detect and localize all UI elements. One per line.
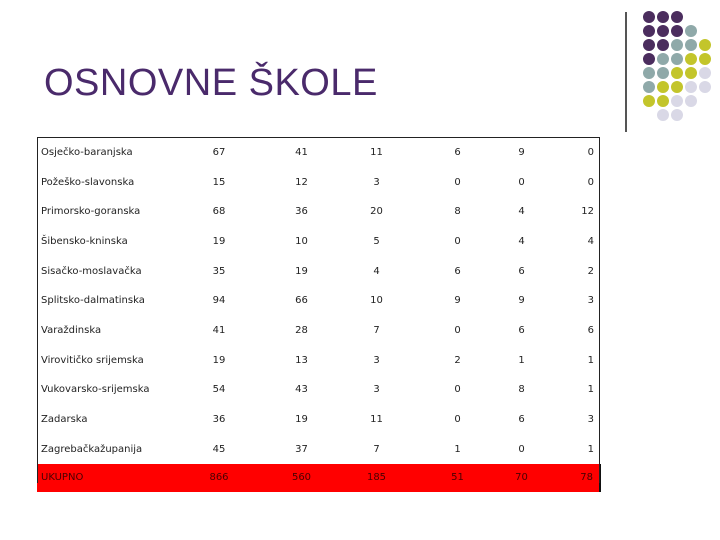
value-cell-4: 8	[424, 197, 491, 227]
value-cell-3: 3	[329, 167, 424, 197]
value-cell-4: 0	[424, 167, 491, 197]
decor-dot	[671, 67, 683, 79]
value-cell-6: 2	[552, 256, 600, 286]
county-name-cell: Primorsko-goranska	[37, 197, 164, 227]
value-cell-5: 8	[491, 375, 552, 405]
value-cell-6: 0	[552, 138, 600, 168]
county-name-cell: Splitsko-dalmatinska	[37, 286, 164, 316]
decor-dot	[685, 53, 697, 65]
county-name-cell: Varaždinska	[37, 316, 164, 346]
value-cell-3: 3	[329, 375, 424, 405]
table-total-row	[37, 464, 600, 493]
decor-dot	[643, 67, 655, 79]
decor-dot	[657, 25, 669, 37]
decor-dot	[657, 53, 669, 65]
decor-dot	[685, 25, 697, 37]
value-cell-2: 19	[274, 405, 329, 435]
schools-table	[37, 137, 601, 492]
county-name-cell: Požeško-slavonska	[37, 167, 164, 197]
value-cell-1: 15	[164, 167, 274, 197]
value-cell-3: 20	[329, 197, 424, 227]
value-cell-1: 54	[164, 375, 274, 405]
value-cell-6: 3	[552, 405, 600, 435]
value-cell-5: 6	[491, 405, 552, 435]
decorative-vertical-line	[625, 12, 627, 132]
county-name-cell: Zadarska	[37, 405, 164, 435]
value-cell-6: 1	[552, 345, 600, 375]
table-row	[37, 167, 600, 197]
decor-dot	[671, 109, 683, 121]
decor-dot	[671, 39, 683, 51]
value-cell-6: 6	[552, 316, 600, 346]
table-top-border	[37, 137, 600, 138]
value-cell-4: 0	[424, 227, 491, 257]
value-cell-5: 9	[491, 138, 552, 168]
decor-dot	[671, 95, 683, 107]
value-cell-5: 6	[491, 316, 552, 346]
value-cell-5: 1	[491, 345, 552, 375]
value-cell-3: 11	[329, 138, 424, 168]
value-cell-6: 1	[552, 375, 600, 405]
decor-dot	[671, 25, 683, 37]
value-cell-2: 41	[274, 138, 329, 168]
value-cell-1: 19	[164, 227, 274, 257]
value-cell-5: 0	[491, 167, 552, 197]
decor-dot	[685, 95, 697, 107]
value-cell-1: 94	[164, 286, 274, 316]
value-cell-5: 0	[491, 434, 552, 463]
value-cell-5: 4	[491, 197, 552, 227]
table-row	[37, 138, 600, 168]
decor-dot	[657, 81, 669, 93]
value-cell-3: 185	[329, 464, 424, 493]
value-cell-4: 0	[424, 405, 491, 435]
value-cell-4: 2	[424, 345, 491, 375]
value-cell-1: 35	[164, 256, 274, 286]
value-cell-1: 19	[164, 345, 274, 375]
value-cell-2: 36	[274, 197, 329, 227]
value-cell-1: 67	[164, 138, 274, 168]
decor-dot	[643, 53, 655, 65]
value-cell-3: 7	[329, 434, 424, 463]
decor-dot	[685, 81, 697, 93]
decor-dot	[671, 81, 683, 93]
county-name-cell: Vukovarsko-srijemska	[37, 375, 164, 405]
decor-dot	[671, 53, 683, 65]
value-cell-3: 4	[329, 256, 424, 286]
value-cell-2: 13	[274, 345, 329, 375]
value-cell-5: 4	[491, 227, 552, 257]
decor-dot	[685, 67, 697, 79]
value-cell-5: 70	[491, 464, 552, 493]
value-cell-5: 9	[491, 286, 552, 316]
decor-dot	[657, 109, 669, 121]
decor-dot	[643, 39, 655, 51]
decor-dot	[657, 39, 669, 51]
decor-dot	[699, 53, 711, 65]
table-row	[37, 316, 600, 346]
table-row	[37, 227, 600, 257]
table-row	[37, 286, 600, 316]
value-cell-1: 866	[164, 464, 274, 493]
table-left-border	[37, 137, 38, 483]
value-cell-6: 0	[552, 167, 600, 197]
table-row	[37, 375, 600, 405]
value-cell-2: 28	[274, 316, 329, 346]
table-row	[37, 345, 600, 375]
county-name-cell: Sisačko-moslavačka	[37, 256, 164, 286]
decor-dot	[643, 25, 655, 37]
value-cell-2: 66	[274, 286, 329, 316]
value-cell-3: 3	[329, 345, 424, 375]
value-cell-2: 560	[274, 464, 329, 493]
schools-table-body	[37, 138, 600, 493]
county-name-cell: Virovitičko srijemska	[37, 345, 164, 375]
value-cell-6: 3	[552, 286, 600, 316]
value-cell-6: 1	[552, 434, 600, 463]
decor-dot	[643, 81, 655, 93]
value-cell-4: 51	[424, 464, 491, 493]
decor-dot	[671, 11, 683, 23]
table-row	[37, 434, 600, 463]
value-cell-4: 6	[424, 138, 491, 168]
county-name-cell: Zagrebačkažupanija	[37, 434, 164, 463]
decor-dot	[699, 39, 711, 51]
value-cell-2: 43	[274, 375, 329, 405]
decor-dot	[643, 11, 655, 23]
value-cell-6: 4	[552, 227, 600, 257]
county-name-cell: Šibensko-kninska	[37, 227, 164, 257]
value-cell-4: 0	[424, 316, 491, 346]
decor-dot	[657, 11, 669, 23]
decor-dot	[699, 67, 711, 79]
value-cell-1: 45	[164, 434, 274, 463]
county-name-cell: Osječko-baranjska	[37, 138, 164, 168]
decorative-dot-grid	[640, 11, 720, 121]
value-cell-2: 10	[274, 227, 329, 257]
value-cell-4: 0	[424, 375, 491, 405]
value-cell-3: 5	[329, 227, 424, 257]
county-name-cell: UKUPNO	[37, 464, 164, 493]
value-cell-6: 12	[552, 197, 600, 227]
decor-dot	[643, 95, 655, 107]
value-cell-3: 10	[329, 286, 424, 316]
value-cell-5: 6	[491, 256, 552, 286]
decor-dot	[699, 81, 711, 93]
table-right-border	[599, 137, 600, 483]
value-cell-3: 11	[329, 405, 424, 435]
table-row	[37, 197, 600, 227]
value-cell-2: 19	[274, 256, 329, 286]
table-row	[37, 405, 600, 435]
value-cell-4: 6	[424, 256, 491, 286]
value-cell-1: 41	[164, 316, 274, 346]
value-cell-4: 9	[424, 286, 491, 316]
value-cell-2: 37	[274, 434, 329, 463]
value-cell-3: 7	[329, 316, 424, 346]
value-cell-1: 36	[164, 405, 274, 435]
decor-dot	[657, 67, 669, 79]
value-cell-4: 1	[424, 434, 491, 463]
value-cell-1: 68	[164, 197, 274, 227]
table-row	[37, 256, 600, 286]
value-cell-2: 12	[274, 167, 329, 197]
slide-title: OSNOVNE ŠKOLE	[44, 62, 378, 104]
decor-dot	[685, 39, 697, 51]
value-cell-6: 78	[552, 464, 600, 493]
decor-dot	[657, 95, 669, 107]
